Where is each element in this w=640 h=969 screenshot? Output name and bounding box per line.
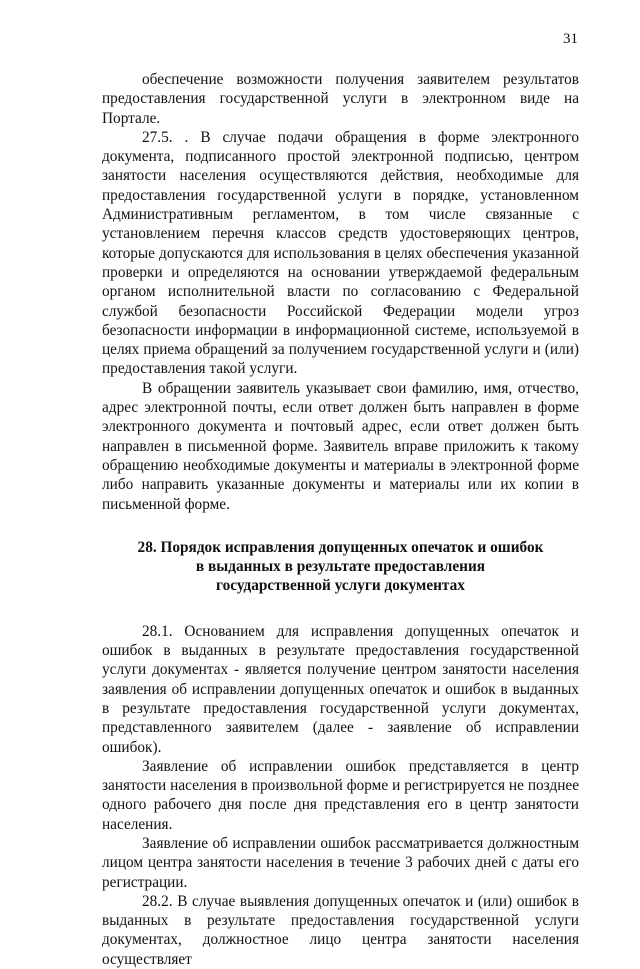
paragraph: Заявление об исправлении ошибок рассматривается должностным лицом центра занятости населения в течение 3 рабочих дней с даты его регистрации. [102, 834, 579, 891]
paragraph: 28.2. В случае выявления допущенных опечаток и (или) ошибок в выданных в результате предоставления государственной услуги документах, должностное лицо центра занятости населения осуществляет [102, 892, 579, 968]
document-body [102, 70, 579, 969]
paragraph: Заявление об исправлении ошибок представляется в центр занятости населения в произвольной форме и регистрируется не позднее одного рабочего дня после дня представления его в центр занятости населения. [102, 757, 579, 833]
paragraph: В обращении заявитель указывает свои фамилию, имя, отчество, адрес электронной почты, если ответ должен быть направлен в форме электронного документа и почтовый адрес, если ответ должен быть направлен в письменной форме. Заявитель вправе приложить к такому обращению необходимые документы и материалы в электронной форме либо направить указанные документы и материалы или их копии в письменной форме. [102, 379, 579, 513]
section-heading-line: в выданных в результате предоставления [195, 558, 486, 576]
page-number: 31 [563, 31, 578, 47]
paragraph: 27.5. . В случае подачи обращения в форме электронного документа, подписанного простой электронной подписью, центром занятости населения осуществляются действия, необходимые для предоставления государственной услуги в порядке, установленном Административным регламентом, в том числе связанные с установлением перечня классов средств удостоверяющих центров, которые допускаются для использования в целях обеспечения указанной проверки и определяются на основании утверждаемой федеральным органом исполнительной власти по согласованию с Федеральной службой безопасности Российской Федерации модели угроз безопасности информации в информационной системе, используемой в целях приема обращений за получением государственной услуги и (или) предоставления такой услуги. [102, 128, 579, 378]
section-heading-line: 28. Порядок исправления допущенных опечаток и ошибок [137, 538, 544, 556]
section-heading [102, 538, 579, 596]
section-heading-line: государственной услуги документах [216, 577, 465, 595]
paragraph: 28.1. Основанием для исправления допущенных опечаток и ошибок в выданных в результате предоставления государственной услуги документах - является получение центром занятости населения заявления об исправлении допущенных опечаток и ошибок в выданных в результате предоставления государственной услуги документах, представленного заявителем (далее - заявление об исправлении ошибок). [102, 622, 579, 756]
paragraph: обеспечение возможности получения заявителем результатов предоставления государственной услуги в электронном виде на Портале. [102, 71, 579, 127]
